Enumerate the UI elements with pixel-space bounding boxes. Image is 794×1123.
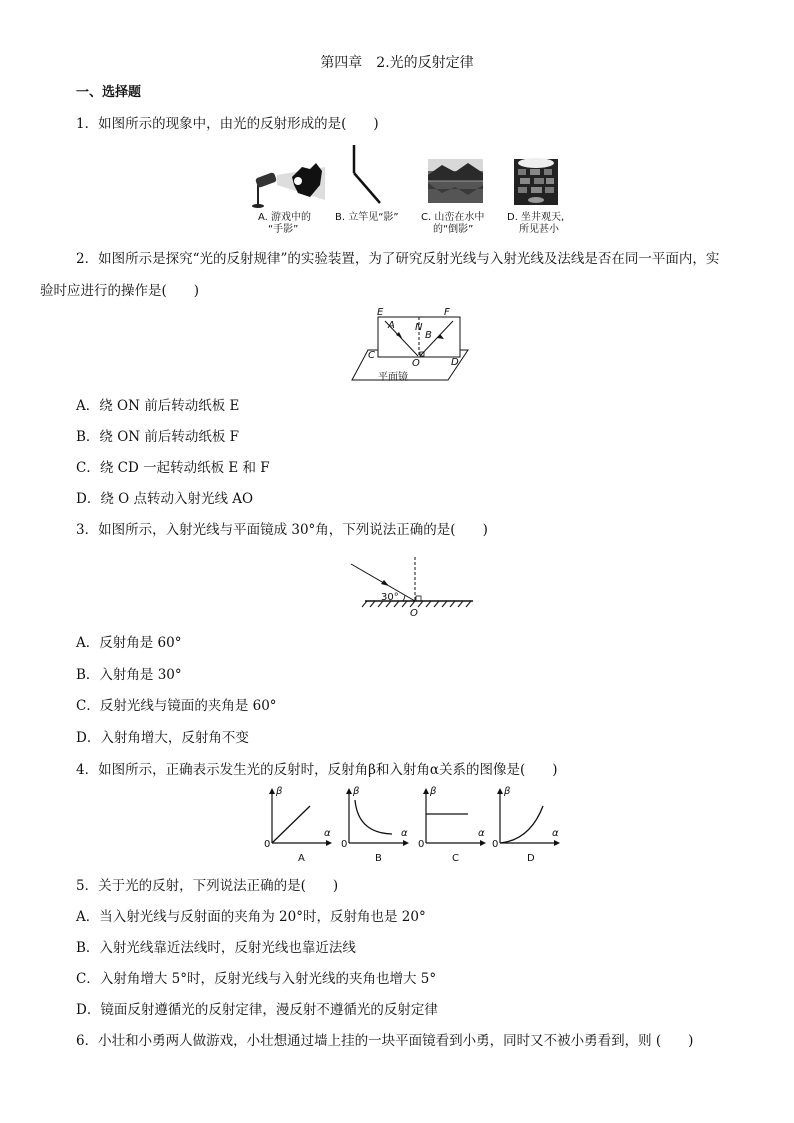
q6-stem: 6．小壮和小勇两人做游戏，小壮想通过墙上挂的一块平面镜看到小勇，同时又不被小勇看到，则 ( ) xyxy=(76,1033,694,1049)
label-o: O xyxy=(412,358,420,369)
q2-stem-line2: 验时应进行的操作是( ) xyxy=(40,283,200,299)
q1-figure xyxy=(250,145,560,210)
graph-c-x-label: α xyxy=(478,828,485,839)
q2-option-b: B．绕 ON 前后转动纸板 F xyxy=(76,429,240,445)
q3-option-c: C．反射光线与镜面的夹角是 60° xyxy=(76,698,277,714)
q5-option-b: B．入射光线靠近法线时，反射光线也靠近法线 xyxy=(76,940,356,956)
q4-graphs xyxy=(262,788,562,850)
q2-stem-line1: 2．如图所示是探究“光的反射规律”的实验装置，为了研究反射光线与入射光线及法线是否在同一平面内，实 xyxy=(76,251,720,267)
graph-a-x-label: α xyxy=(324,828,331,839)
graph-c-origin: 0 xyxy=(418,839,425,850)
page-title: 第四章 2.光的反射定律 xyxy=(320,55,474,71)
label-o-q3: O xyxy=(410,608,418,619)
q1-caption-c: C. 山峦在水中 的“倒影” xyxy=(421,212,485,235)
graph-d-x-label: α xyxy=(552,828,559,839)
graph-d-label: D xyxy=(527,853,535,864)
graph-a-origin: 0 xyxy=(264,839,271,850)
q5-option-a: A．当入射光线与反射面的夹角为 20°时，反射角也是 20° xyxy=(76,909,426,925)
graph-c-label: C xyxy=(452,853,459,864)
q2-option-c: C．绕 CD 一起转动纸板 E 和 F xyxy=(76,460,270,476)
label-b: B xyxy=(425,330,432,341)
graph-b-y-label: β xyxy=(353,786,360,797)
graph-b-origin: 0 xyxy=(341,839,348,850)
graph-d-origin: 0 xyxy=(492,839,499,850)
label-e: E xyxy=(377,307,384,318)
q2-option-a: A．绕 ON 前后转动纸板 E xyxy=(76,398,240,414)
label-angle-30: 30° xyxy=(381,592,399,603)
q5-stem: 5．关于光的反射，下列说法正确的是( ) xyxy=(76,878,339,894)
q3-option-d: D．入射角增大，反射角不变 xyxy=(76,730,249,746)
q4-stem: 4．如图所示，正确表示发生光的反射时，反射角β和入射角α关系的图像是( ) xyxy=(76,762,558,778)
graph-c-y-label: β xyxy=(430,786,437,797)
label-a: A xyxy=(388,320,395,331)
frog-well-image xyxy=(514,158,558,205)
q3-option-a: A．反射角是 60° xyxy=(76,635,182,651)
graph-b-x-label: α xyxy=(401,828,408,839)
q5-option-d: D．镜面反射遵循光的反射定律，漫反射不遵循光的反射定律 xyxy=(76,1002,438,1018)
label-mirror: 平面镜 xyxy=(378,372,408,383)
q1-caption-a: A. 游戏中的 “手影” xyxy=(258,212,312,235)
q1-caption-d: D. 坐井观天, 所见甚小 xyxy=(507,212,565,235)
label-f: F xyxy=(444,307,450,318)
graph-b-label: B xyxy=(375,853,382,864)
q1-stem: 1．如图所示的现象中，由光的反射形成的是( ) xyxy=(76,116,379,132)
section-heading: 一、选择题 xyxy=(76,85,142,100)
mountain-reflection-image xyxy=(428,159,483,203)
pole-shadow-image xyxy=(354,145,380,203)
q5-option-c: C．入射角增大 5°时，反射光线与入射光线的夹角也增大 5° xyxy=(76,971,437,987)
label-c: C xyxy=(368,350,375,361)
q2-figure xyxy=(350,305,480,385)
graph-d-y-label: β xyxy=(504,786,511,797)
q1-caption-b: B. 立竿见“影” xyxy=(335,212,399,223)
label-d: D xyxy=(451,357,459,368)
q3-stem: 3．如图所示，入射光线与平面镜成 30°角，下列说法正确的是( ) xyxy=(76,522,488,538)
q2-option-d: D．绕 O 点转动入射光线 AO xyxy=(76,491,254,507)
graph-a-label: A xyxy=(298,853,305,864)
q3-figure xyxy=(345,555,480,613)
graph-a-y-label: β xyxy=(276,786,283,797)
q3-option-b: B．入射角是 30° xyxy=(76,667,182,683)
label-n: N xyxy=(415,322,423,333)
hand-shadow-image xyxy=(252,163,325,208)
